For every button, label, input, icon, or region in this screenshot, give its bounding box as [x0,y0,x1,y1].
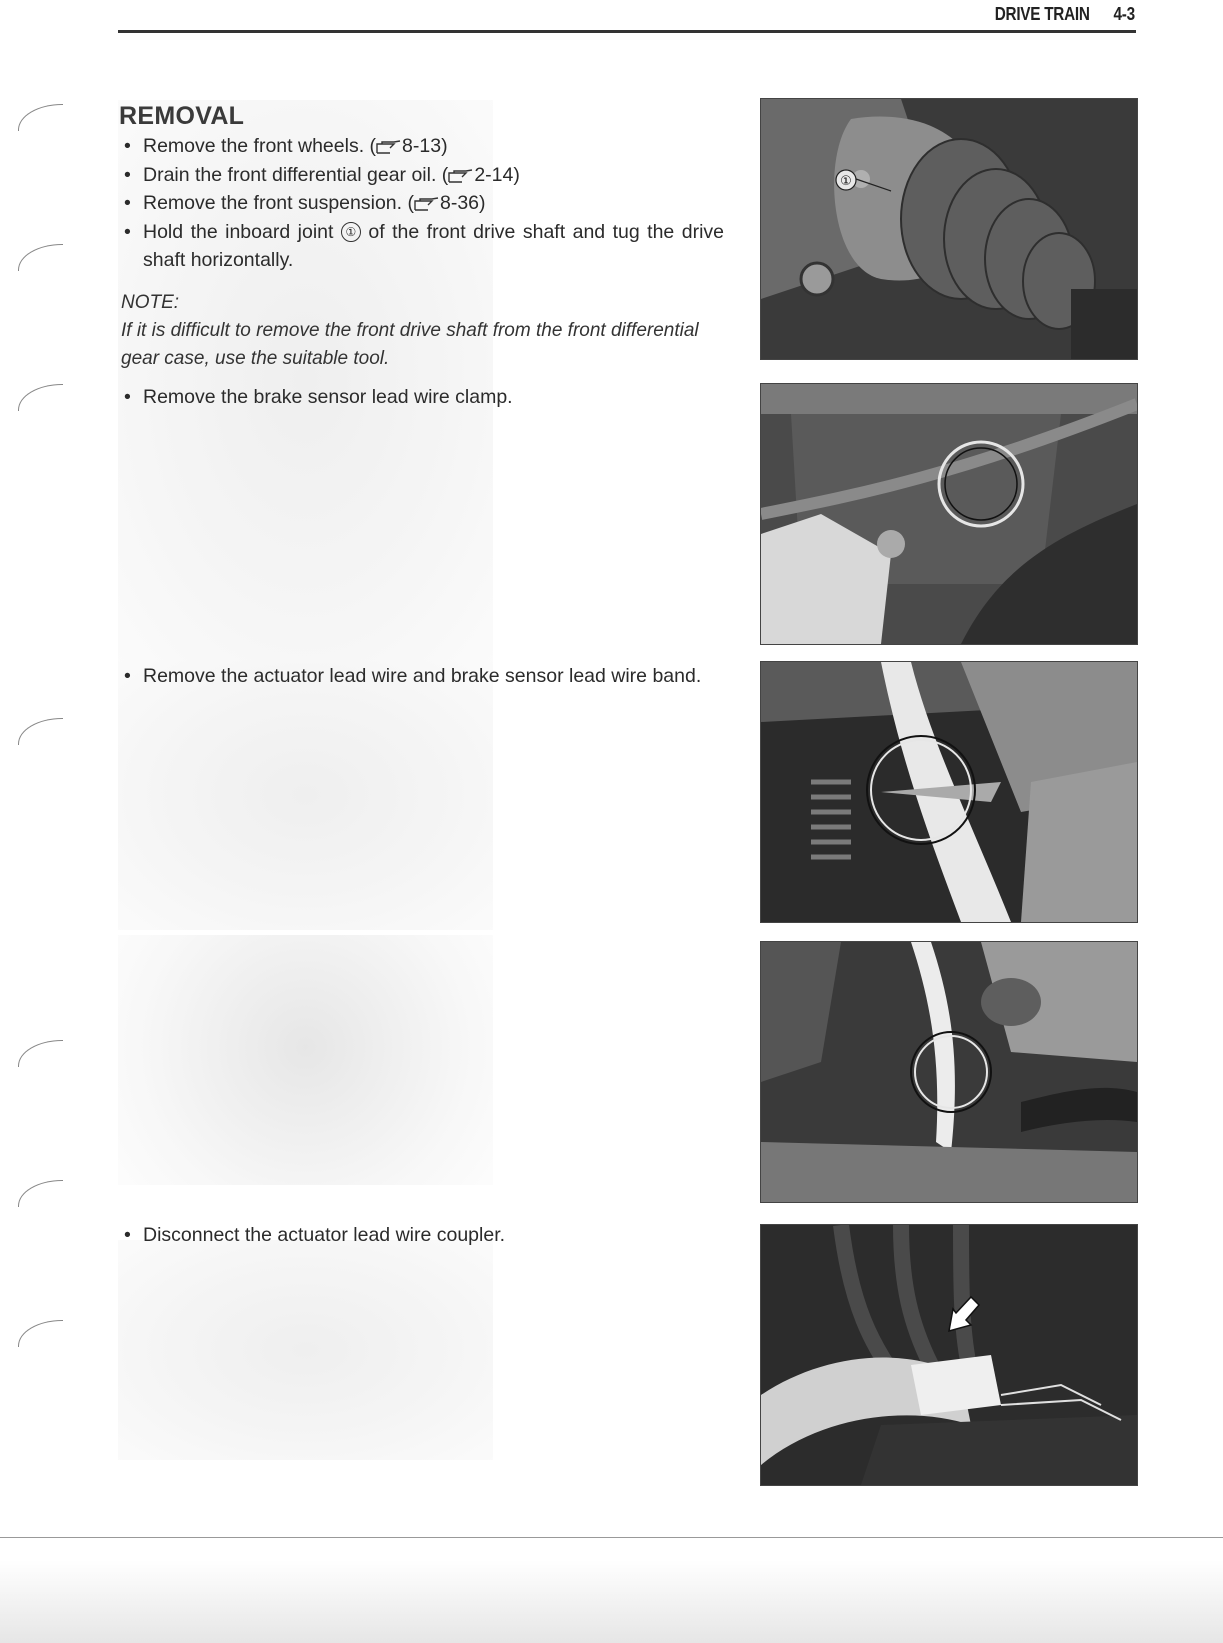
step-remove-front-suspension: • Remove the front suspension. ( 8-36) [124,192,486,214]
note-label: NOTE: [121,292,180,313]
page-header [995,4,1135,25]
bleed-through-shadow [118,1240,493,1460]
page-reference: 8-13 [402,135,442,157]
binder-hole-mark [18,244,63,271]
note-text: If it is difficult to remove the front drive shaft from the front differential gear case, use the suitable tool. [121,320,699,369]
page-reference: 2-14 [474,164,514,186]
actuator-coupler-photo [760,1224,1138,1486]
reference-hand-icon [448,169,474,183]
brake-sensor-clamp-photo [760,383,1138,645]
scan-shadow [0,1560,1223,1643]
binder-hole-mark [18,104,63,131]
binder-hole-mark [18,1320,63,1347]
callout-label: ① [840,174,852,189]
bleed-through-shadow [118,660,493,930]
section-title: DRIVE TRAIN [994,4,1090,24]
step-remove-wire-band: • Remove the actuator lead wire and brake sensor lead wire band. [124,665,702,687]
binder-hole-mark [18,718,63,745]
step-remove-brake-clamp: • Remove the brake sensor lead wire clamp. [124,386,513,408]
drive-shaft-inboard-joint-photo [760,98,1138,360]
binder-hole-mark [18,1040,63,1067]
binder-hole-mark [18,384,63,411]
page-edge-rule [0,1537,1223,1538]
removal-heading: REMOVAL [119,102,245,130]
note-block [121,289,728,373]
reference-hand-icon [376,140,402,154]
callout-marker: ① [341,222,361,242]
bleed-through-shadow [118,935,493,1185]
actuator-wire-band-photo [760,661,1138,923]
brake-sensor-wire-band-photo [760,941,1138,1203]
page-number: 4-3 [1113,4,1135,24]
binder-hole-mark [18,1180,63,1207]
step-hold-inboard-joint: • Hold the inboard joint ① of the front drive shaft and tug the drive shaft horizontally. [124,221,724,271]
step-remove-front-wheels: • Remove the front wheels. ( 8-13) [124,135,448,157]
header-rule [118,30,1136,33]
page-reference: 8-36 [439,192,480,214]
step-drain-gear-oil: • Drain the front differential gear oil. ( 2-14) [124,164,520,186]
reference-hand-icon [414,197,440,211]
step-disconnect-coupler: • Disconnect the actuator lead wire coupler. [124,1224,506,1246]
